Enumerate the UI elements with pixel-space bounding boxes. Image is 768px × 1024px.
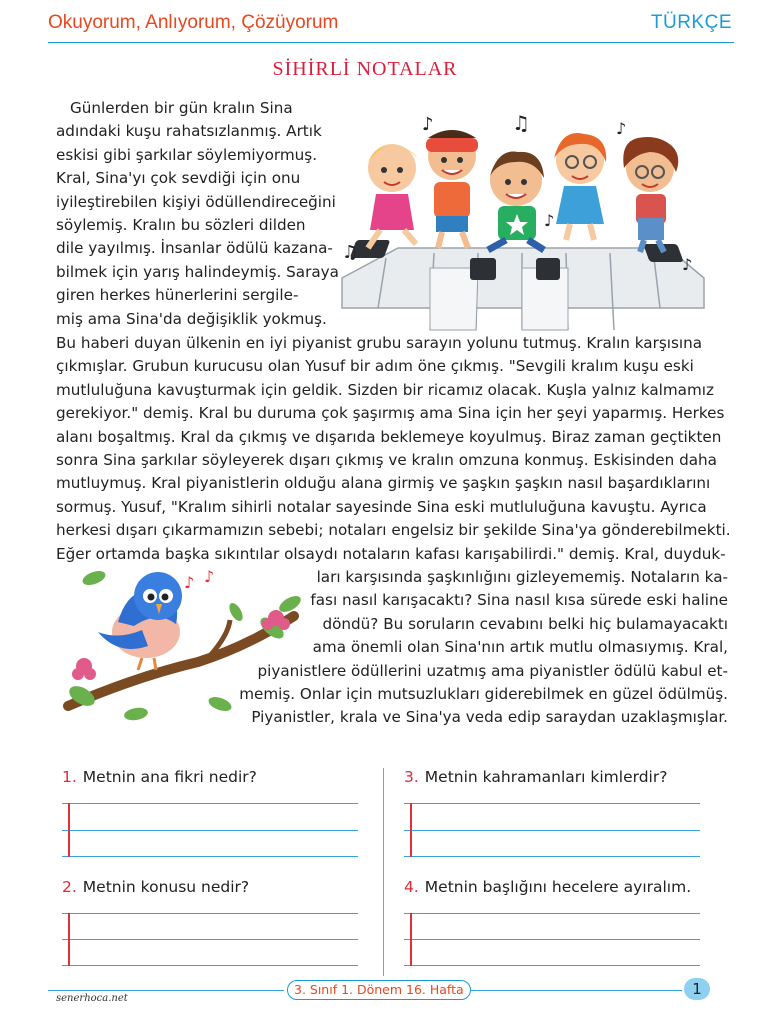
paragraph-3 xyxy=(228,566,728,730)
text-line: Günlerden bir gün kralın Sina xyxy=(70,99,293,117)
answer-line[interactable] xyxy=(404,803,700,804)
text-line: Eğer ortamda başka sıkıntılar olsaydı notaların kafası karışabilirdi." demiş. Kral, duyduk- xyxy=(56,544,726,563)
question-text: Metnin başlığını hecelere ayıralım. xyxy=(424,878,692,896)
text-line: Piyanistler, krala ve Sina'ya veda edip saraydan uzaklaşmışlar. xyxy=(251,708,728,727)
question-2 xyxy=(62,878,249,896)
text-line: miş ama Sina'da değişiklik yokmuş. xyxy=(56,309,327,328)
text-line: mutluluğuna kavuşturmak için geldik. Sizden bir ricamız olacak. Kuşla yalnız kalmamız xyxy=(56,380,714,399)
question-number: 1. xyxy=(62,768,77,786)
svg-text:♪: ♪ xyxy=(682,255,693,274)
text-line: döndü? Bu soruların cevabını belki hiç bulamayacaktı xyxy=(322,614,728,633)
kid-5 xyxy=(623,137,678,252)
footer-line-left xyxy=(48,990,284,991)
answer-margin xyxy=(410,803,412,857)
text-line: memiş. Onlar için mutsuzlukları giderebilmek en güzel ödülmüş. xyxy=(239,685,728,704)
text-line: ları karşısında şaşkınlığını gizleyememiş. Notaların ka- xyxy=(316,568,728,586)
header-title: Okuyorum, Anlıyorum, Çözüyorum xyxy=(48,12,339,33)
answer-line[interactable] xyxy=(404,856,700,857)
text-line: sormuş. Yusuf, "Kralım sihirli notalar sayesinde Sina eski mutluluğuna kavuştu. Ayrıca xyxy=(56,497,707,516)
answer-line[interactable] xyxy=(62,803,358,804)
svg-text:♪: ♪ xyxy=(204,567,215,586)
question-4 xyxy=(404,878,691,896)
text-line: piyanistlere ödüllerini uzatmış ama piyanistler ödülü kabul et- xyxy=(257,661,728,680)
text-line: alanı boşaltmış. Kral da çıkmış ve dışarıda beklemeye koyulmuş. Biraz zaman geçtikten xyxy=(56,427,722,446)
header-divider xyxy=(48,42,734,43)
kid-2 xyxy=(426,130,478,248)
answer-line[interactable] xyxy=(404,939,700,940)
question-number: 2. xyxy=(62,878,77,896)
kids-piano-illustration xyxy=(338,98,710,334)
svg-text:♪: ♪ xyxy=(616,119,627,138)
question-3 xyxy=(404,768,667,786)
text-line: Kral, Sina'yı çok sevdiği için onu xyxy=(56,169,301,188)
text-line: çıkmışlar. Grubun kurucusu olan Yusuf bir adım öne çıkmış. "Sevgili kralım kuşu eski xyxy=(56,357,694,376)
answer-margin xyxy=(410,913,412,966)
text-line: adındaki kuşu rahatsızlanmış. Artık xyxy=(56,122,322,141)
svg-text:♪: ♪ xyxy=(422,114,434,135)
answer-line[interactable] xyxy=(62,939,358,940)
text-line: giren herkes hünerlerini sergile- xyxy=(56,286,299,305)
piano-keys xyxy=(342,240,704,330)
text-line: söylemiş. Kralın bu sözleri dilden xyxy=(56,216,306,235)
text-line: sonra Sina şarkılar söyleyerek dışarı çıkmış ve kralın omzuna konmuş. Eskisinden daha xyxy=(56,451,717,470)
column-divider xyxy=(383,768,384,976)
answer-line[interactable] xyxy=(62,913,358,914)
answer-line[interactable] xyxy=(62,965,358,966)
svg-text:♫: ♫ xyxy=(512,111,530,135)
text-line: herkesi dışarı çıkarmamızın sebebi; notaları engelsiz bir şekilde Sina'ya gönderebilmekti. xyxy=(56,521,731,540)
bird xyxy=(98,572,182,670)
answer-line[interactable] xyxy=(404,830,700,831)
music-note-icon xyxy=(184,567,214,592)
text-line: dile yayılmış. İnsanlar ödülü kazana- xyxy=(56,239,333,258)
text-line: mutluymuş. Kral piyanistlerin olduğu alana girmiş ve şaşkın şaşkın nasıl başardıklarını xyxy=(56,474,711,493)
question-number: 3. xyxy=(404,768,419,786)
answer-margin xyxy=(68,803,70,857)
question-number: 4. xyxy=(404,878,419,896)
footer-line-right xyxy=(454,990,682,991)
text-line: ama önemli olan Sina'nın artık mutlu olmasıymış. Kral, xyxy=(312,638,728,657)
question-text: Metnin konusu nedir? xyxy=(82,878,250,896)
text-line: bilmek için yarış halindeymiş. Saraya xyxy=(56,262,339,281)
text-line: Bu haberi duyan ülkenin en iyi piyanist grubu sarayın yolunu tutmuş. Kralın karşısına xyxy=(56,334,703,352)
page-number: 1 xyxy=(684,978,710,1000)
text-line: gerekiyor." demiş. Kral bu duruma çok şaşırmış ama Sina için her şeyi yaparmış. Herkes xyxy=(56,404,725,423)
answer-line[interactable] xyxy=(404,965,700,966)
story-title: SİHİRLİ NOTALAR xyxy=(272,58,458,80)
answer-line[interactable] xyxy=(404,913,700,914)
answer-line[interactable] xyxy=(62,856,358,857)
question-text: Metnin ana fikri nedir? xyxy=(82,768,257,786)
kid-3 xyxy=(488,152,544,251)
text-line: eskisi gibi şarkılar söylemiyormuş. xyxy=(56,145,318,164)
answer-margin xyxy=(68,913,70,966)
question-1 xyxy=(62,768,257,786)
text-line: iyileştirebilen kişiyi ödüllendireceğini xyxy=(56,192,336,211)
svg-text:♪: ♪ xyxy=(544,211,555,230)
svg-text:♫: ♫ xyxy=(342,242,359,263)
paragraph-2 xyxy=(56,332,731,566)
text-line: fası nasıl karışacaktı? Sina nasıl kısa sürede eski haline xyxy=(310,591,728,610)
kid-1 xyxy=(368,144,418,248)
site-name: senerhoca.net xyxy=(56,993,128,1004)
grade-week-badge: 3. Sınıf 1. Dönem 16. Hafta xyxy=(287,980,471,1000)
paragraph-1 xyxy=(56,97,339,331)
svg-text:♪: ♪ xyxy=(184,573,195,592)
question-text: Metnin kahramanları kimlerdir? xyxy=(424,768,668,786)
kid-4 xyxy=(554,133,606,240)
answer-line[interactable] xyxy=(62,830,358,831)
header-subject: TÜRKÇE xyxy=(650,12,732,33)
